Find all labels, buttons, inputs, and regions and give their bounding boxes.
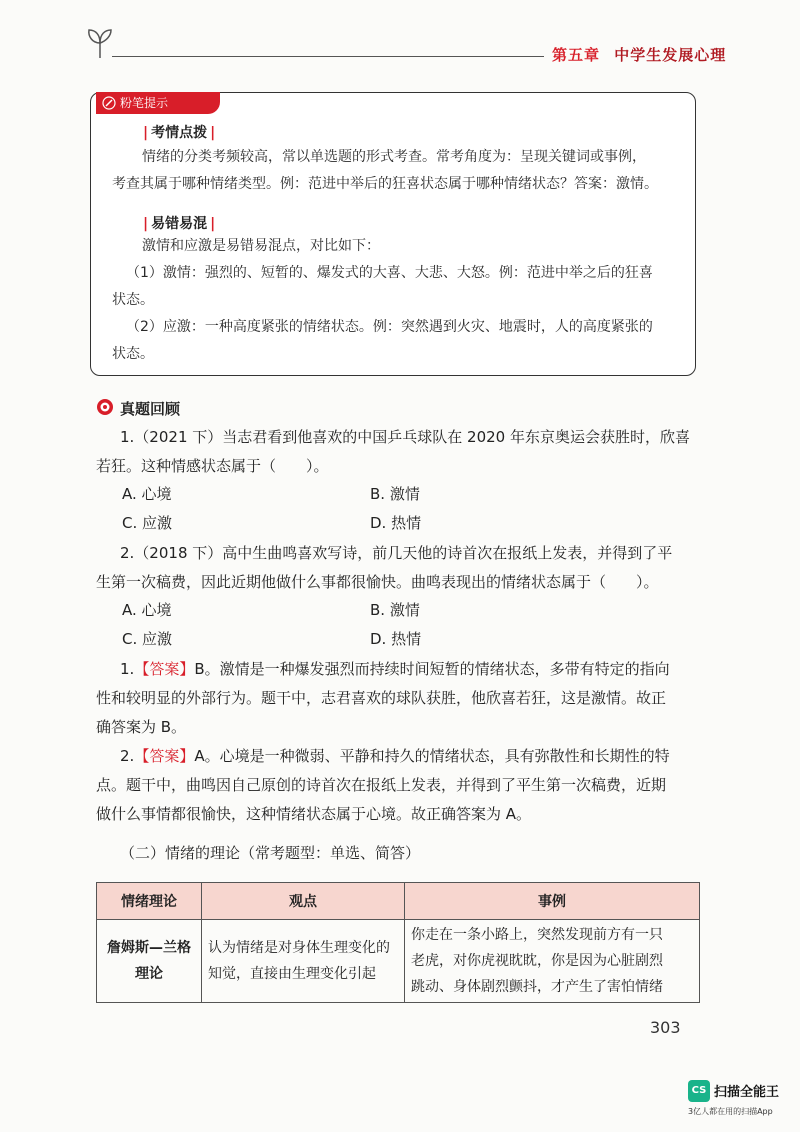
chapter-number: 第五章 (552, 46, 601, 64)
q2-option-b: B. 激情 (370, 601, 420, 619)
header-rule (112, 56, 544, 57)
answer-tag: 【答案】 (134, 747, 195, 765)
kaoqing-subtitle: | 考情点拨 | (143, 125, 216, 141)
tips-tab (96, 92, 220, 114)
answer-1: 1.【答案】B。激情是一种爆发强烈而持续时间短暂的情绪状态，多带有特定的指向 性和较明显的外部行为。题干中，志君喜欢的球队获胜，他欣喜若狂，这是激情。故正 确答案为 B。 (96, 660, 670, 736)
target-icon (96, 398, 114, 416)
emotion-theory-table (96, 882, 700, 1003)
tips-tab-label: 粉笔提示 (120, 96, 169, 110)
yicuo-subtitle: | 易错易混 | (143, 216, 216, 232)
theory-name: 詹姆斯—兰格 理论 (97, 920, 202, 1003)
page-number: 303 (650, 1018, 681, 1037)
table-header: 情绪理论 (97, 883, 202, 920)
q1-option-d: D. 热情 (370, 514, 422, 532)
question-1: 1.（2021 下）当志君看到他喜欢的中国乒乓球队在 2020 年东京奥运会获胜时，欣喜 若狂。这种情感状态属于（ ）。 (96, 428, 690, 475)
chapter-title: 中学生发展心理 (614, 46, 727, 64)
section-heading: （二）情绪的理论（常考题型：单选、简答） (120, 844, 421, 862)
q2-option-a: A. 心境 (122, 601, 172, 619)
sprout-icon (86, 26, 114, 60)
camscanner-logo-icon: CS (688, 1080, 710, 1102)
q1-option-b: B. 激情 (370, 485, 420, 503)
pencil-icon (102, 96, 116, 110)
table-row (97, 920, 700, 1003)
question-2: 2.（2018 下）高中生曲鸣喜欢写诗，前几天他的诗首次在报纸上发表，并得到了平 生第一次稿费，因此近期他做什么事都很愉快。曲鸣表现出的情绪状态属于（ ）。 (96, 544, 673, 591)
table-header-row (97, 883, 700, 920)
watermark-subtitle: 3亿人都在用的扫描App (688, 1107, 773, 1116)
q1-option-a: A. 心境 (122, 485, 172, 503)
review-title: 真题回顾 (120, 400, 181, 418)
table-header: 事例 (405, 883, 700, 920)
table-header: 观点 (202, 883, 405, 920)
chapter-heading (552, 44, 726, 65)
kaoqing-text: 情绪的分类考频较高，常以单选题的形式考查。常考角度为：呈现关键词或事例， 考查其属于哪种情绪类型。例：范进中举后的狂喜状态属于哪种情绪状态？答案：激情。 (112, 149, 658, 192)
q1-option-c: C. 应激 (122, 514, 173, 532)
theory-example: 你走在一条小路上，突然发现前方有一只 老虎，对你虎视眈眈，你是因为心脏剧烈 跳动、身体剧烈颤抖，才产生了害怕情绪 (405, 920, 700, 1003)
q2-option-d: D. 热情 (370, 630, 422, 648)
theory-view: 认为情绪是对身体生理变化的 知觉，直接由生理变化引起 (202, 920, 405, 1003)
yicuo-text: 激情和应激是易错易混点，对比如下： （1）激情：强烈的、短暂的、爆发式的大喜、大悲、大怒。例：范进中举之后的狂喜 状态。 （2）应激：一种高度紧张的情绪状态。例：突然遇到火灾、地震时，人的高度紧张的 状态。 (112, 238, 653, 362)
answer-tag: 【答案】 (134, 660, 195, 678)
scanner-watermark (688, 1080, 800, 1122)
watermark-name: 扫描全能王 (714, 1085, 780, 1100)
q2-option-c: C. 应激 (122, 630, 173, 648)
answer-2: 2.【答案】A。心境是一种微弱、平静和持久的情绪状态，具有弥散性和长期性的特 点。题干中，曲鸣因自己原创的诗首次在报纸上发表，并得到了平生第一次稿费，近期 做什么事情都很愉快，这种情绪状态属于心境。故正确答案为 A。 (96, 747, 670, 823)
